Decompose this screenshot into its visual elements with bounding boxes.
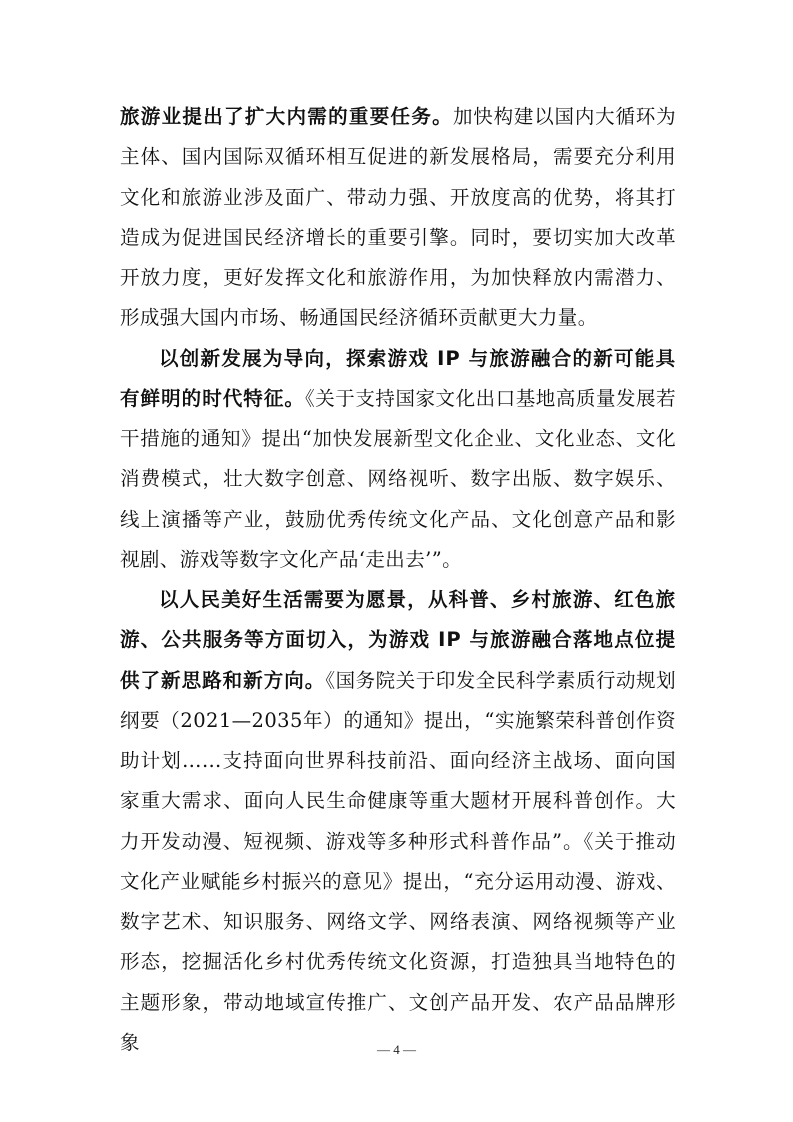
paragraph-3-lead: 以人民美好生活需要为愿景，从科普、乡村旅游、红色旅游、公共服务等方面切入，为游戏 IP 与旅游融合落地点位提供了新思路和新方向。 (120, 588, 676, 692)
body-text (120, 97, 676, 1063)
paragraph-1-text: 加快构建以国内大循环为主体、国内国际双循环相互促进的新发展格局，需要充分利用文化和旅游业涉及面广、带动力强、开放度高的优势，将其打造成为促进国民经济增长的重要引擎。同时，要切实加大改革开放力度，更好发挥文化和旅游作用，为加快释放内需潜力、形成强大国内市场、畅通国民经济循环贡献更大力量。 (120, 105, 676, 330)
paragraph-2 (120, 339, 676, 581)
paragraph-1 (120, 97, 676, 339)
page-number: — 4 — (377, 1042, 416, 1057)
paragraph-2-lead: 以创新发展为导向，探索游戏 IP 与旅游融合的新可能具有鲜明的时代特征。 (120, 346, 676, 410)
paragraph-2-text: 《关于支持国家文化出口基地高质量发展若干措施的通知》提出“加快发展新型文化企业、文化业态、文化消费模式，壮大数字创意、网络视听、数字出版、数字娱乐、线上演播等产业，鼓励优秀传统文化产品、文化创意产品和影视剧、游戏等数字文化产品‘走出去’”。 (120, 386, 676, 571)
paragraph-3 (120, 580, 676, 1063)
paragraph-1-lead: 旅游业提出了扩大内需的重要任务。 (120, 105, 453, 128)
paragraph-3-text: 《国务院关于印发全民科学素质行动规划纲要（2021—2035年）的通知》提出，“实施繁荣科普创作资助计划……支持面向世界科技前沿、面向经济主战场、面向国家重大需求、面向人民生命健康等重大题材开展科普创作。大力开发动漫、短视频、游戏等多种形式科普作品”。《关于推动文化产业赋能乡村振兴的意见》提出，“充分运用动漫、游戏、数字艺术、知识服务、网络文学、网络表演、网络视频等产业形态，挖掘活化乡村优秀传统文化资源，打造独具当地特色的主题形象，带动地域宣传推广、文创产品开发、农产品品牌形象 (120, 668, 676, 1054)
